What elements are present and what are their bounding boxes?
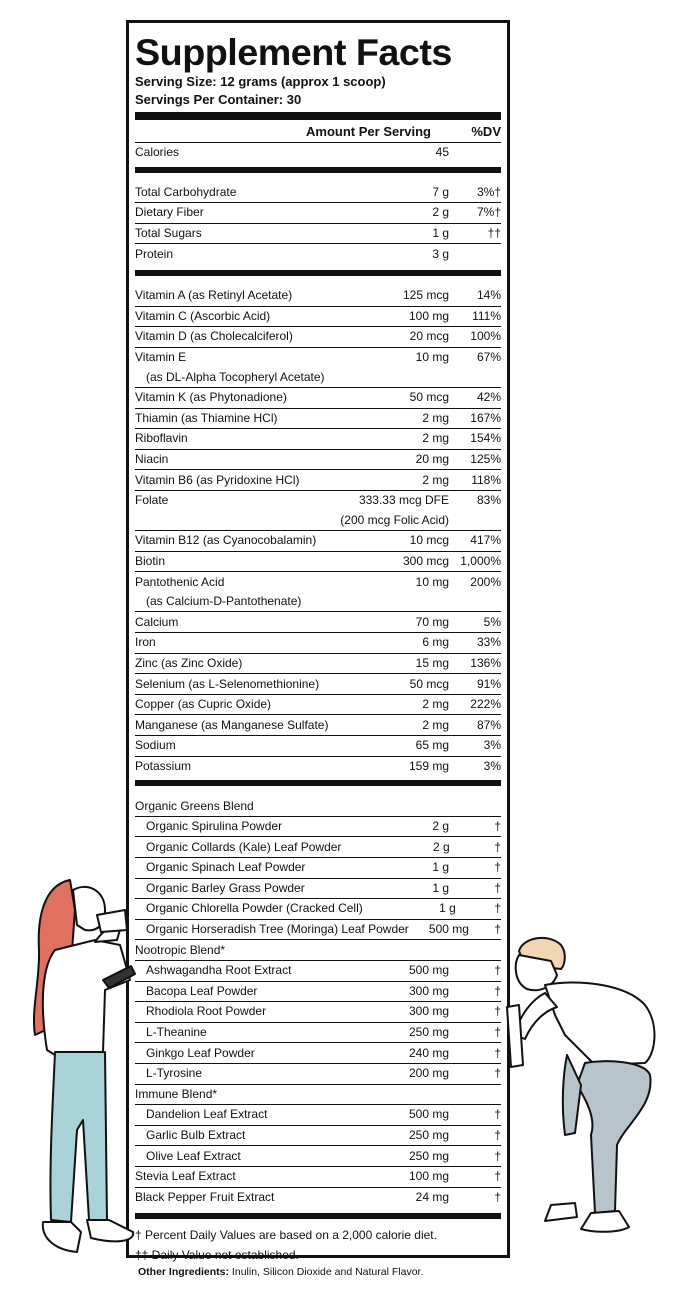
- calories-value: 45: [435, 145, 449, 160]
- nutrient-dv: 200%: [470, 574, 501, 589]
- nutrient-amount: 1 g: [432, 880, 449, 895]
- nutrient-name: Selenium (as L-Selenomethionine): [135, 676, 320, 691]
- nutrient-amount: 2 mg: [422, 717, 449, 732]
- nutrient-dv: 67%: [476, 350, 501, 365]
- nutrient-amount: 3 g: [432, 246, 449, 261]
- nutrient-name: Sodium: [135, 738, 176, 753]
- blends-row: [135, 879, 501, 900]
- nutrient-name: Copper (as Cupric Oxide): [135, 697, 272, 712]
- nutrient-amount: 125 mcg: [402, 288, 449, 303]
- vitamins-row: [135, 612, 501, 633]
- nutrient-amount: 240 mg: [408, 1045, 449, 1060]
- nutrient-name: L-Tyrosine: [146, 1066, 203, 1081]
- blends-row: [135, 1126, 501, 1147]
- supplement-facts-panel: [126, 20, 510, 1263]
- vitamins-row: [135, 572, 501, 592]
- nutrient-name: Dietary Fiber: [135, 205, 204, 220]
- divider-thick: [135, 112, 501, 120]
- vitamins-row: [135, 307, 501, 328]
- blends-row: [135, 982, 501, 1003]
- nutrient-amount: 500 mg: [408, 963, 449, 978]
- nutrient-amount: 50 mcg: [409, 390, 449, 405]
- nutrient-name: Niacin: [135, 452, 169, 467]
- nutrient-name: Potassium: [135, 758, 192, 773]
- footnotes: [135, 1219, 501, 1265]
- nutrient-name: Nootropic Blend*: [135, 942, 226, 957]
- nutrient-name: Iron: [135, 635, 156, 650]
- other-ingredients: [138, 1266, 423, 1278]
- nutrient-name: Organic Horseradish Tree (Moringa) Leaf Powder: [146, 922, 409, 937]
- nutrient-amount: 250 mg: [408, 1148, 449, 1163]
- nutrient-dv: †: [494, 839, 501, 854]
- blends-row: [135, 858, 501, 879]
- other-ingredients-text: Inulin, Silicon Dioxide and Natural Flavor.: [229, 1266, 424, 1278]
- vitamins-row: [135, 286, 501, 307]
- amount-header: Amount Per Serving: [306, 123, 431, 139]
- nutrient-amount: 333.33 mcg DFE: [358, 493, 449, 508]
- blends-row: [135, 1002, 501, 1023]
- vitamins-row: [135, 531, 501, 552]
- nutrient-name: Organic Barley Grass Powder: [146, 880, 305, 895]
- nutrient-dv: †: [494, 1045, 501, 1060]
- nutrient-amount: 2 mg: [422, 472, 449, 487]
- nutrient-amount: 10 mg: [415, 350, 449, 365]
- nutrient-name: Pantothenic Acid: [135, 574, 225, 589]
- calories-label: Calories: [135, 145, 180, 160]
- nutrient-amount: 24 mg: [415, 1189, 449, 1204]
- vitamins-row: [135, 470, 501, 491]
- nutrient-name: Immune Blend*: [135, 1086, 218, 1101]
- nutrient-name: Total Carbohydrate: [135, 184, 237, 199]
- vitamins-row: [135, 552, 501, 573]
- nutrient-dv: 111%: [472, 308, 501, 323]
- nutrient-name: Garlic Bulb Extract: [146, 1128, 246, 1143]
- other-ingredients-label: Other Ingredients:: [138, 1266, 230, 1278]
- nutrient-name: Zinc (as Zinc Oxide): [135, 655, 243, 670]
- facts-title: Supplement Facts: [135, 32, 452, 73]
- nutrient-amount: 70 mg: [415, 614, 449, 629]
- nutrient-name: Vitamin C (Ascorbic Acid): [135, 308, 271, 323]
- nutrient-amount: 2 mg: [422, 410, 449, 425]
- nutrient-amount: (200 mcg Folic Acid): [340, 512, 449, 527]
- nutrient-amount: 15 mg: [415, 655, 449, 670]
- nutrient-dv: 3%: [483, 738, 501, 753]
- nutrient-amount: 100 mg: [408, 308, 449, 323]
- vitamins-row: [135, 654, 501, 675]
- nutrient-dv: 154%: [470, 431, 501, 446]
- nutrient-name: Vitamin E: [135, 350, 187, 365]
- nutrient-dv: 100%: [470, 329, 501, 344]
- nutrient-name: Biotin: [135, 553, 166, 568]
- not-established-footnote: †† Daily Value not established.: [135, 1248, 299, 1263]
- nutrient-dv: †: [494, 1128, 501, 1143]
- nutrient-dv: 33%: [476, 635, 501, 650]
- nutrient-dv: †: [494, 1004, 501, 1019]
- nutrient-name: Rhodiola Root Powder: [146, 1004, 267, 1019]
- nutrient-dv: 91%: [476, 676, 501, 691]
- blends-row: [135, 1043, 501, 1064]
- nutrient-dv: †: [494, 901, 501, 916]
- nutrient-dv: †: [494, 1107, 501, 1122]
- nutrient-name: (as Calcium-D-Pantothenate): [146, 594, 302, 609]
- nutrient-dv: 222%: [470, 697, 501, 712]
- nutrient-name: Dandelion Leaf Extract: [146, 1107, 268, 1122]
- blends-row: [135, 837, 501, 858]
- serving-size: Serving Size: 12 grams (approx 1 scoop): [135, 74, 386, 89]
- nutrient-amount: 20 mcg: [409, 329, 449, 344]
- nutrient-name: Organic Greens Blend: [135, 798, 254, 813]
- nutrient-amount: 500 mg: [428, 922, 469, 937]
- nutrient-dv: 83%: [476, 493, 501, 508]
- nutrient-dv: 14%: [476, 288, 501, 303]
- nutrient-name: Organic Spinach Leaf Powder: [146, 860, 306, 875]
- vitamins-section: [135, 286, 501, 776]
- nutrient-dv: 87%: [476, 717, 501, 732]
- nutrient-amount: 1 g: [432, 226, 449, 241]
- blends-row: [135, 1023, 501, 1044]
- nutrient-dv: †: [494, 963, 501, 978]
- nutrient-amount: 2 mg: [422, 431, 449, 446]
- nutrient-amount: 300 mcg: [402, 553, 449, 568]
- nutrient-name: Vitamin B12 (as Cyanocobalamin): [135, 533, 317, 548]
- blends-row: [135, 1064, 501, 1085]
- nutrient-dv: †: [494, 819, 501, 834]
- nutrient-amount: 7 g: [432, 184, 449, 199]
- blends-row: [135, 899, 501, 920]
- nutrient-dv: †: [494, 1025, 501, 1040]
- nutrient-name: Manganese (as Manganese Sulfate): [135, 717, 329, 732]
- nutrient-name: Organic Collards (Kale) Leaf Powder: [146, 839, 342, 854]
- nutrient-name: Organic Spirulina Powder: [146, 819, 283, 834]
- macros-row: [135, 244, 501, 264]
- vitamins-row: [135, 409, 501, 430]
- nutrient-name: Ashwagandha Root Extract: [146, 963, 292, 978]
- nutrient-name: Vitamin A (as Retinyl Acetate): [135, 288, 293, 303]
- nutrient-dv: 5%: [483, 614, 501, 629]
- blends-section: [135, 796, 501, 1207]
- nutrient-amount: 250 mg: [408, 1128, 449, 1143]
- blends-row: [135, 1085, 501, 1106]
- nutrient-name: Vitamin D (as Cholecalciferol): [135, 329, 293, 344]
- nutrient-amount: 250 mg: [408, 1025, 449, 1040]
- nutrient-amount: 1 g: [439, 901, 456, 916]
- vitamins-row: [135, 715, 501, 736]
- nutrient-name: Riboflavin: [135, 431, 188, 446]
- nutrient-amount: 65 mg: [415, 738, 449, 753]
- vitamins-row: [135, 695, 501, 716]
- calories-row: [135, 143, 501, 163]
- nutrient-dv: 118%: [471, 472, 501, 487]
- nutrient-dv: †: [494, 1066, 501, 1081]
- blends-row: [135, 817, 501, 838]
- nutrient-dv: 417%: [470, 533, 501, 548]
- vitamins-row: [135, 592, 501, 613]
- blends-row: [135, 1188, 501, 1208]
- nutrient-dv: 3%†: [476, 184, 501, 199]
- column-header: [135, 120, 501, 143]
- blends-row: [135, 1105, 501, 1126]
- nutrient-name: Stevia Leaf Extract: [135, 1169, 236, 1184]
- nutrient-dv: †: [494, 1169, 501, 1184]
- nutrient-name: Organic Chlorella Powder (Cracked Cell): [146, 901, 363, 916]
- nutrient-dv: 136%: [470, 655, 501, 670]
- servings-per-container: Servings Per Container: 30: [135, 92, 302, 107]
- nutrient-name: (as DL-Alpha Tocopheryl Acetate): [146, 369, 325, 384]
- vitamins-row: [135, 633, 501, 654]
- nutrient-amount: 500 mg: [408, 1107, 449, 1122]
- nutrient-amount: 2 g: [433, 839, 450, 854]
- nutrient-dv: 1,000%: [460, 553, 501, 568]
- nutrient-name: Folate: [135, 493, 169, 508]
- nutrient-dv: 7%†: [476, 205, 501, 220]
- vitamins-row: [135, 348, 501, 368]
- nutrient-name: Olive Leaf Extract: [146, 1148, 241, 1163]
- blends-row: [135, 920, 501, 941]
- nutrient-amount: 159 mg: [408, 758, 449, 773]
- nutrient-name: Calcium: [135, 614, 179, 629]
- nutrient-dv: †: [494, 1148, 501, 1163]
- nutrient-dv: †: [494, 983, 501, 998]
- nutrient-amount: 200 mg: [408, 1066, 449, 1081]
- vitamins-row: [135, 757, 501, 777]
- vitamins-row: [135, 450, 501, 471]
- nutrient-amount: 10 mcg: [409, 533, 449, 548]
- blends-row: [135, 940, 501, 961]
- man-peeking-illustration: [505, 935, 670, 1245]
- vitamins-row: [135, 674, 501, 695]
- nutrient-dv: 3%: [483, 758, 501, 773]
- nutrient-name: Total Sugars: [135, 226, 202, 241]
- nutrient-amount: 1 g: [432, 860, 449, 875]
- macros-section: [135, 183, 501, 264]
- nutrient-amount: 20 mg: [415, 452, 449, 467]
- nutrient-name: Black Pepper Fruit Extract: [135, 1189, 275, 1204]
- blends-row: [135, 796, 501, 817]
- blends-row: [135, 1167, 501, 1188]
- nutrient-dv: 167%: [470, 410, 501, 425]
- nutrient-name: Thiamin (as Thiamine HCl): [135, 410, 278, 425]
- nutrient-dv: †: [494, 922, 501, 937]
- nutrient-amount: 2 g: [432, 819, 449, 834]
- nutrient-name: Ginkgo Leaf Powder: [146, 1045, 255, 1060]
- blends-row: [135, 1146, 501, 1167]
- nutrient-dv: ††: [487, 226, 501, 241]
- nutrient-amount: 300 mg: [408, 983, 449, 998]
- nutrient-amount: 10 mg: [415, 574, 449, 589]
- nutrient-amount: 2 g: [432, 205, 449, 220]
- nutrient-dv: †: [494, 860, 501, 875]
- nutrient-amount: 2 mg: [422, 697, 449, 712]
- vitamins-row: [135, 511, 501, 532]
- nutrient-dv: †: [494, 880, 501, 895]
- nutrient-amount: 6 mg: [422, 635, 449, 650]
- vitamins-row: [135, 327, 501, 348]
- nutrient-name: Bacopa Leaf Powder: [146, 983, 258, 998]
- nutrient-dv: 42%: [476, 390, 501, 405]
- nutrient-name: Vitamin K (as Phytonadione): [135, 390, 287, 405]
- macros-row: [135, 224, 501, 245]
- nutrient-amount: 50 mcg: [409, 676, 449, 691]
- dv-footnote: † Percent Daily Values are based on a 2,000 calorie diet.: [135, 1228, 437, 1243]
- macros-row: [135, 203, 501, 224]
- vitamins-row: [135, 736, 501, 757]
- vitamins-row: [135, 491, 501, 511]
- nutrient-amount: 100 mg: [408, 1169, 449, 1184]
- nutrient-name: Vitamin B6 (as Pyridoxine HCl): [135, 472, 300, 487]
- macros-row: [135, 183, 501, 204]
- dv-header: %DV: [471, 123, 501, 139]
- blends-row: [135, 961, 501, 982]
- nutrient-dv: 125%: [470, 452, 501, 467]
- vitamins-row: [135, 388, 501, 409]
- woman-with-phone-illustration: [25, 870, 155, 1265]
- vitamins-row: [135, 429, 501, 450]
- nutrient-amount: 300 mg: [408, 1004, 449, 1019]
- nutrient-name: L-Theanine: [146, 1025, 207, 1040]
- nutrient-name: Protein: [135, 246, 174, 261]
- nutrient-dv: †: [494, 1189, 501, 1204]
- vitamins-row: [135, 367, 501, 388]
